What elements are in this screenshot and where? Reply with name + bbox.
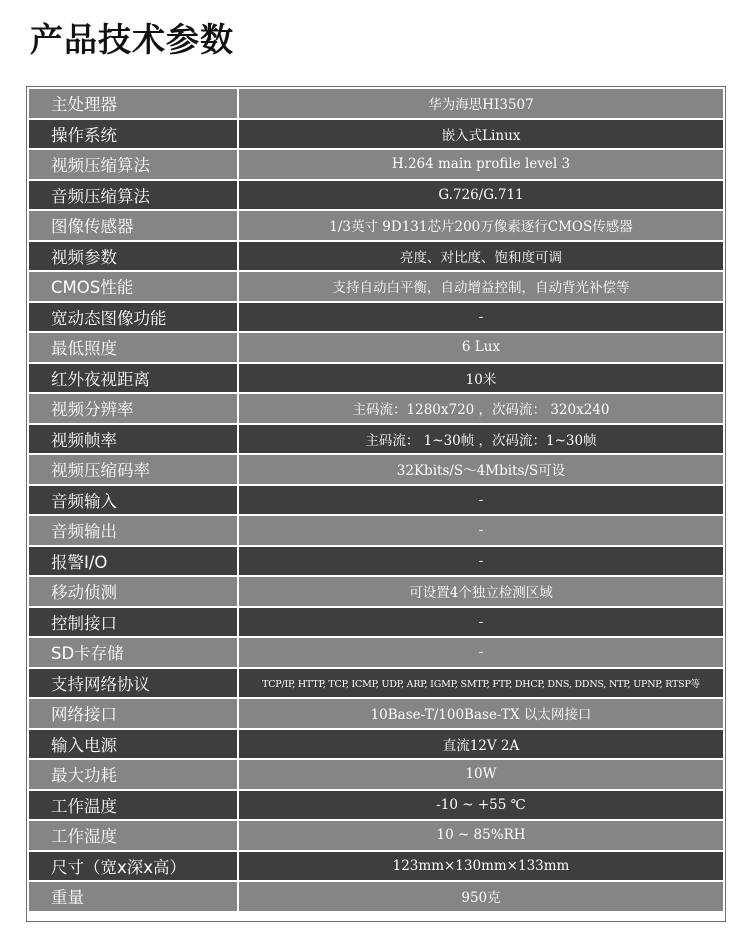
spec-row-control-interface (29, 608, 723, 639)
spec-value: - (239, 486, 723, 517)
spec-row-min-illumination (29, 333, 723, 364)
spec-row-image-sensor (29, 211, 723, 242)
spec-table (29, 89, 723, 913)
spec-label: 操作系统 (29, 120, 239, 151)
spec-value: 6 Lux (239, 333, 723, 364)
spec-row-os (29, 120, 723, 151)
spec-row-operating-humidity (29, 821, 723, 852)
spec-row-network-interface (29, 699, 723, 730)
spec-value: - (239, 638, 723, 669)
spec-value: 10W (239, 760, 723, 791)
spec-value: 123mm×130mm×133mm (239, 852, 723, 883)
spec-row-processor (29, 89, 723, 120)
spec-value: 主码流：1280x720 ，次码流： 320x240 (239, 394, 723, 425)
spec-row-max-power (29, 760, 723, 791)
spec-label: 控制接口 (29, 608, 239, 639)
spec-label: 最大功耗 (29, 760, 239, 791)
spec-label: 视频分辨率 (29, 394, 239, 425)
spec-value: 10 ~ 85%RH (239, 821, 723, 852)
spec-value: 嵌入式Linux (239, 120, 723, 151)
spec-row-audio-output (29, 516, 723, 547)
spec-label: 视频帧率 (29, 425, 239, 456)
spec-label: 红外夜视距离 (29, 364, 239, 395)
spec-value: 10米 (239, 364, 723, 395)
spec-row-resolution (29, 394, 723, 425)
spec-row-cmos-performance (29, 272, 723, 303)
spec-value: 华为海思HI3507 (239, 89, 723, 120)
spec-label: 最低照度 (29, 333, 239, 364)
spec-row-alarm-io (29, 547, 723, 578)
spec-value: 支持自动白平衡，自动增益控制，自动背光补偿等 (239, 272, 723, 303)
spec-label: 图像传感器 (29, 211, 239, 242)
spec-label: 工作温度 (29, 791, 239, 822)
spec-value: 10Base-T/100Base-TX 以太网接口 (239, 699, 723, 730)
spec-row-audio-codec (29, 181, 723, 212)
spec-value: 直流12V 2A (239, 730, 723, 761)
spec-row-power-input (29, 730, 723, 761)
spec-value: 可设置4个独立检测区域 (239, 577, 723, 608)
spec-row-dimensions (29, 852, 723, 883)
spec-row-ir-distance (29, 364, 723, 395)
spec-label: 移动侦测 (29, 577, 239, 608)
spec-value: 亮度、对比度、饱和度可调 (239, 242, 723, 273)
spec-value: H.264 main profile level 3 (239, 150, 723, 181)
spec-label: 宽动态图像功能 (29, 303, 239, 334)
spec-row-sd-storage (29, 638, 723, 669)
spec-value: - (239, 547, 723, 578)
spec-value: TCP/IP, HTTP, TCP, ICMP, UDP, ARP, IGMP, SMTP, FTP, DHCP, DNS, DDNS, NTP, UPNP, RTSP等 (239, 669, 723, 700)
spec-label: 音频输出 (29, 516, 239, 547)
spec-label: 主处理器 (29, 89, 239, 120)
spec-label: CMOS性能 (29, 272, 239, 303)
spec-label: 网络接口 (29, 699, 239, 730)
page-title: 产品技术参数 (30, 20, 234, 59)
spec-value: - (239, 516, 723, 547)
spec-label: 重量 (29, 882, 239, 913)
spec-value: 1/3英寸 9D131芯片200万像素逐行CMOS传感器 (239, 211, 723, 242)
spec-row-wdr (29, 303, 723, 334)
spec-row-operating-temp (29, 791, 723, 822)
spec-value: -10 ~ +55 ℃ (239, 791, 723, 822)
spec-row-frame-rate (29, 425, 723, 456)
spec-row-video-params (29, 242, 723, 273)
spec-value: - (239, 608, 723, 639)
spec-label: 报警I/O (29, 547, 239, 578)
spec-value: - (239, 303, 723, 334)
spec-row-audio-input (29, 486, 723, 517)
spec-label: 尺寸（宽x深x高） (29, 852, 239, 883)
spec-value: 950克 (239, 882, 723, 913)
spec-label: 工作湿度 (29, 821, 239, 852)
spec-label: 视频压缩算法 (29, 150, 239, 181)
spec-row-bitrate (29, 455, 723, 486)
spec-row-network-protocols (29, 669, 723, 700)
spec-value: 32Kbits/S～4Mbits/S可设 (239, 455, 723, 486)
spec-row-motion-detection (29, 577, 723, 608)
spec-table-body (29, 89, 723, 913)
spec-value: 主码流： 1~30帧 ，次码流：1~30帧 (239, 425, 723, 456)
spec-value: G.726/G.711 (239, 181, 723, 212)
spec-label: 视频参数 (29, 242, 239, 273)
spec-label: SD卡存储 (29, 638, 239, 669)
spec-label: 音频输入 (29, 486, 239, 517)
spec-row-weight (29, 882, 723, 913)
spec-label: 支持网络协议 (29, 669, 239, 700)
spec-label: 输入电源 (29, 730, 239, 761)
spec-row-video-codec (29, 150, 723, 181)
spec-label: 视频压缩码率 (29, 455, 239, 486)
spec-label: 音频压缩算法 (29, 181, 239, 212)
